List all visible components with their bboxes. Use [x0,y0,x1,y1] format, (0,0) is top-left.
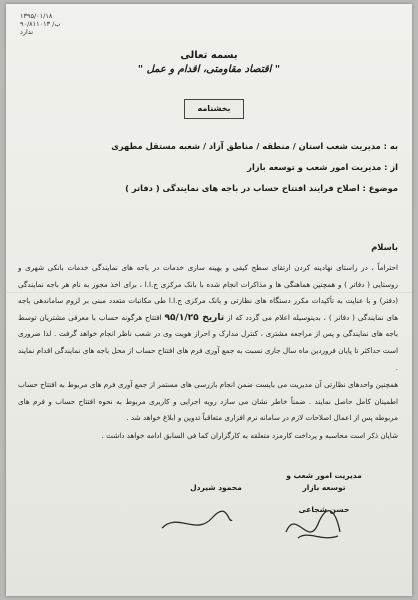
letter-meta [20,12,61,36]
signature-scribble-1 [278,502,348,552]
signature-scribble-2 [156,502,236,540]
circular-label: بخشنامه [184,99,244,119]
paragraph-1-end: افتتاح هرگونه حساب با معرفی مشتریان توسط باجه های نمایندگی و پس از مراجعه مشتری ، کنترل مدارک و احراز هویت وی در شعب ناظر انجام خواهد گرفت . لذا ضروری است حداکثر تا پایان فروردین ماه سال جاری نسبت به جمع آوری فرم های افتتاح حساب از محل باجه های نمایندگی اقدام نمایند . [18,312,398,372]
letter-attachment: ندارد [20,28,34,36]
signer-name-1: حسن شجاعی [298,505,350,514]
paragraph-3: شایان ذکر است محاسبه و پرداخت کارمزد متعلقه به کارگزاران کما فی السابق ادامه خواهد داشت . [101,430,398,440]
sender-line: از : مدیریت امور شعب و توسعه بازار [247,162,398,172]
letter-page [6,4,412,596]
slogan: " اقتصاد مقاومتی، اقدام و عمل " [137,64,281,75]
paragraph-2: همچنین واحدهای نظارتی آن مدیریت می بایست ضمن انجام بازرسی های مستمر از جمع آوری فرم های مربوط به افتتاح حساب اطمینان کامل حاصل نمایند . ضمناً خاطر نشان می سازد رویه اجرایی و کاربری مربوط به نحوه افتتاح حساب و فرم های مربوطه پس از اعمال اصلاحات لازم در سامانه نرم افزاری متعاقباً تدوین و ابلاغ خواهد شد . [18,380,398,423]
subject-line: موضوع : اصلاح فرایند افتتاح حساب در باجه های نمایندگی ( دفاتر ) [125,183,398,193]
paragraph-1 [18,260,398,376]
greeting: باسلام [371,242,398,252]
deadline-date: تاریخ ۹۵/۱/۲۵ [164,312,225,323]
letter-date: ۱۳۹۵/۰۱/۱۸ [20,12,53,20]
letter-body [18,260,398,445]
signature-block-2 [170,482,262,494]
letter-number: ۹۰/۸۱۱۰۱۳ /ب [20,20,61,28]
signer-name-2: محمود شیردل [190,483,242,492]
bismillah: بسمه تعالی [180,50,238,61]
recipient-line: به : مدیریت شعب استان / منطقه / مناطق آزاد / شعبه مستقل مطهری [111,141,398,151]
paragraph-1-start: احتراماً ، در راستای نهادینه کردن ارتقای سطح کیفی و بهینه سازی خدمات در باجه های نمایندگی خدمات بانکی شهری و روستایی ( دفاتر ) و همچنین هماهنگی ها و مذاکرات انجام شده با بانک مرکزی ج.ا.ا ، برای اخذ مجوز به نام هر باجه نمایندگی (دفتر) و با عنایت به تأکیدات مکرر دستگاه های نظارتی و بانک مرکزی ج.ا.ا طی مکاتبات متعدد مبنی بر لزوم ساماندهی باجه های نمایندگی ( دفاتر ) ، بدینوسیله اعلام می گردد که از [18,263,398,322]
signature-department: مدیریت امور شعب و توسعه بازار [286,471,362,492]
